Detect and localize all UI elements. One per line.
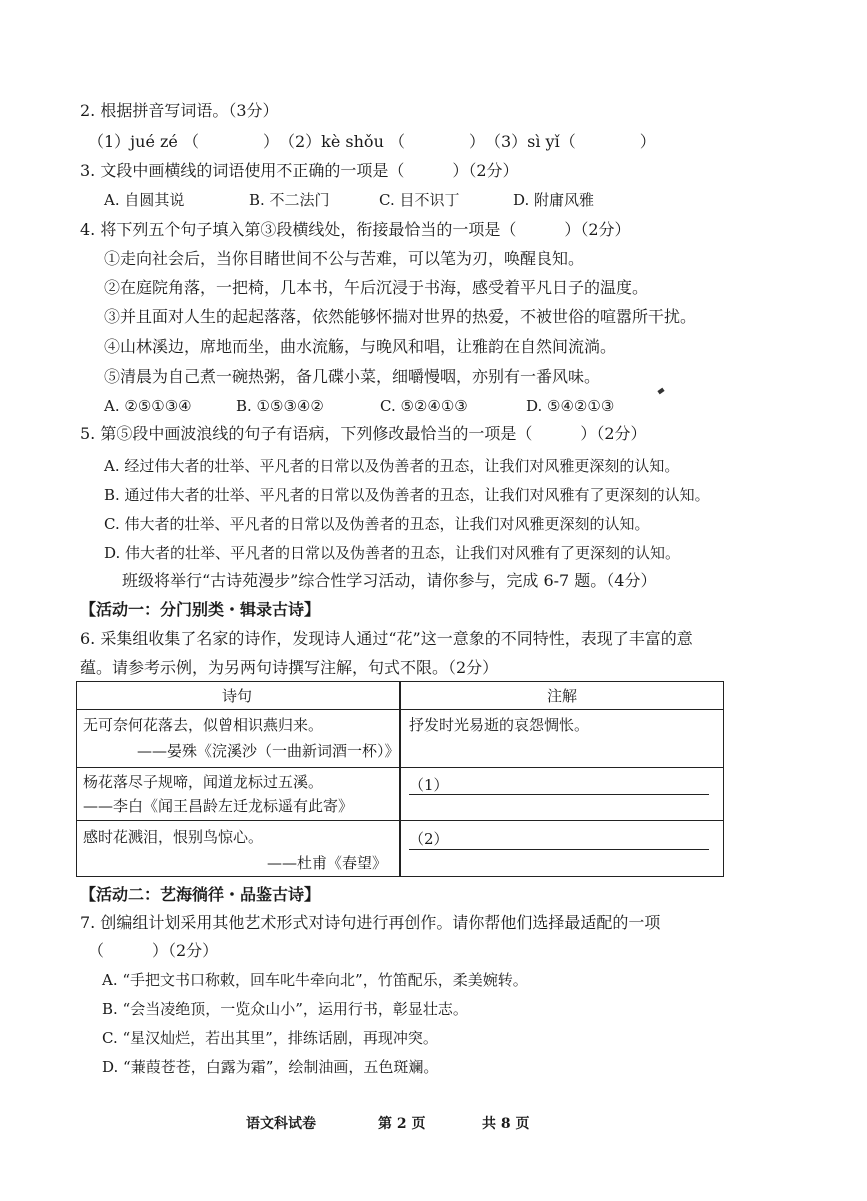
footer-subject: 语文科试卷 [246, 1116, 316, 1132]
q3-stem: 3. 文段中画横线的词语使用不正确的一项是（ ）（2分） [80, 161, 519, 180]
table-row-divider-2 [77, 820, 723, 821]
table-header-poem: 诗句 [222, 687, 253, 705]
row2-answer-blank[interactable] [409, 794, 709, 795]
q5-option-d: D. 伟大者的壮举、平凡者的日常以及伪善者的丑态，让我们对风雅有了更深刻的认知。 [104, 544, 681, 562]
ink-mark [657, 388, 664, 395]
q3-option-b: B. 不二法门 [249, 191, 330, 209]
row1-poem: 无可奈何花落去，似曾相识燕归来。 [83, 716, 324, 734]
activity2-heading: 【活动二：艺海徜徉・品鉴古诗】 [80, 885, 321, 904]
q4-option-b: B. ①⑤③④② [236, 397, 324, 415]
footer-page-number: 第 2 页 [378, 1116, 426, 1132]
q5-option-c: C. 伟大者的壮举、平凡者的日常以及伪善者的丑态，让我们对风雅更深刻的认知。 [104, 515, 650, 533]
row1-source: ——晏殊《浣溪沙（一曲新词酒一杯）》 [137, 742, 400, 760]
q7-option-a: A. “手把文书口称敕，回车叱牛牵向北”，竹笛配乐，柔美婉转。 [102, 971, 528, 989]
q7-option-c: C. “星汉灿烂，若出其里”，排练话剧，再现冲突。 [102, 1029, 438, 1047]
row2-source: ——李白《闻王昌龄左迁龙标遥有此寄》 [83, 797, 354, 815]
q4-sentence-2: ②在庭院角落，一把椅，几本书，午后沉浸于书海，感受着平凡日子的温度。 [104, 278, 649, 297]
activity1-heading: 【活动一：分门别类・辑录古诗】 [80, 600, 321, 619]
table-header-divider [77, 709, 723, 710]
q4-option-c: C. ⑤②④①③ [380, 397, 468, 415]
row2-poem: 杨花落尽子规啼，闻道龙标过五溪。 [83, 773, 324, 791]
q7-stem-line1: 7. 创编组计划采用其他艺术形式对诗句进行再创作。请你帮他们选择最适配的一项 [80, 913, 661, 932]
q5-option-a: A. 经过伟大者的壮举、平凡者的日常以及伪善者的丑态，让我们对风雅更深刻的认知。 [104, 457, 680, 475]
q3-option-c: C. 目不识丁 [379, 191, 460, 209]
annotation-table [76, 681, 724, 877]
q5-option-b: B. 通过伟大者的壮举、平凡者的日常以及伪善者的丑态，让我们对风雅有了更深刻的认知。 [104, 486, 710, 504]
table-header-note: 注解 [547, 687, 578, 705]
row1-note: 抒发时光易逝的哀怨惆怅。 [409, 716, 590, 734]
q4-sentence-5: ⑤清晨为自己煮一碗热粥，备几碟小菜，细嚼慢咽，亦别有一番风味。 [104, 367, 601, 386]
activity-intro: 班级将举行“古诗苑漫步”综合性学习活动，请你参与，完成 6-7 题。（4分） [122, 571, 657, 590]
q2-items: （1）jué zé （ ） （2）kè shǒu （ ） （3）sì yǐ（ ） [88, 132, 656, 151]
q4-option-d: D. ⑤④②①③ [526, 397, 615, 415]
q2-stem: 2. 根据拼音写词语。（3分） [80, 101, 279, 120]
q7-option-d: D. “蒹葭苍苍，白露为霜”，绘制油画，五色斑斓。 [102, 1058, 439, 1076]
q5-stem: 5. 第⑤段中画波浪线的句子有语病，下列修改最恰当的一项是（ ）（2分） [80, 424, 647, 443]
q3-option-a: A. 自圆其说 [104, 191, 185, 209]
row3-poem: 感时花溅泪，恨别鸟惊心。 [83, 828, 264, 846]
q4-option-a: A. ②⑤①③④ [104, 397, 192, 415]
row3-source: ——杜甫《春望》 [267, 854, 388, 872]
q4-sentence-4: ④山林溪边，席地而坐，曲水流觞，与晚风和唱，让雅韵在自然间流淌。 [104, 337, 617, 356]
table-row-divider-1 [77, 767, 723, 768]
q4-sentence-1: ①走向社会后，当你目睹世间不公与苦难，可以笔为刃，唤醒良知。 [104, 249, 585, 268]
q4-stem: 4. 将下列五个句子填入第③段横线处，衔接最恰当的一项是（ ）（2分） [80, 220, 631, 239]
q4-sentence-3: ③并且面对人生的起起落落，依然能够怀揣对世界的热爱，不被世俗的喧嚣所干扰。 [104, 307, 697, 326]
q6-stem-line1: 6. 采集组收集了名家的诗作，发现诗人通过“花”这一意象的不同特性，表现了丰富的意 [80, 629, 693, 648]
row3-answer-blank[interactable] [409, 849, 709, 850]
row3-note-label: （2） [409, 830, 449, 848]
footer-total-pages: 共 8 页 [482, 1116, 530, 1132]
q3-option-d: D. 附庸风雅 [513, 191, 595, 209]
q7-option-b: B. “会当凌绝顶，一览众山小”，运用行书，彰显壮志。 [102, 1000, 468, 1018]
q6-stem-line2: 蕴。请参考示例，为另两句诗撰写注解，句式不限。（2分） [80, 658, 499, 677]
table-column-divider [399, 682, 401, 876]
q7-stem-line2: （ ）（2分） [88, 941, 219, 960]
row2-note-label: （1） [409, 776, 449, 794]
